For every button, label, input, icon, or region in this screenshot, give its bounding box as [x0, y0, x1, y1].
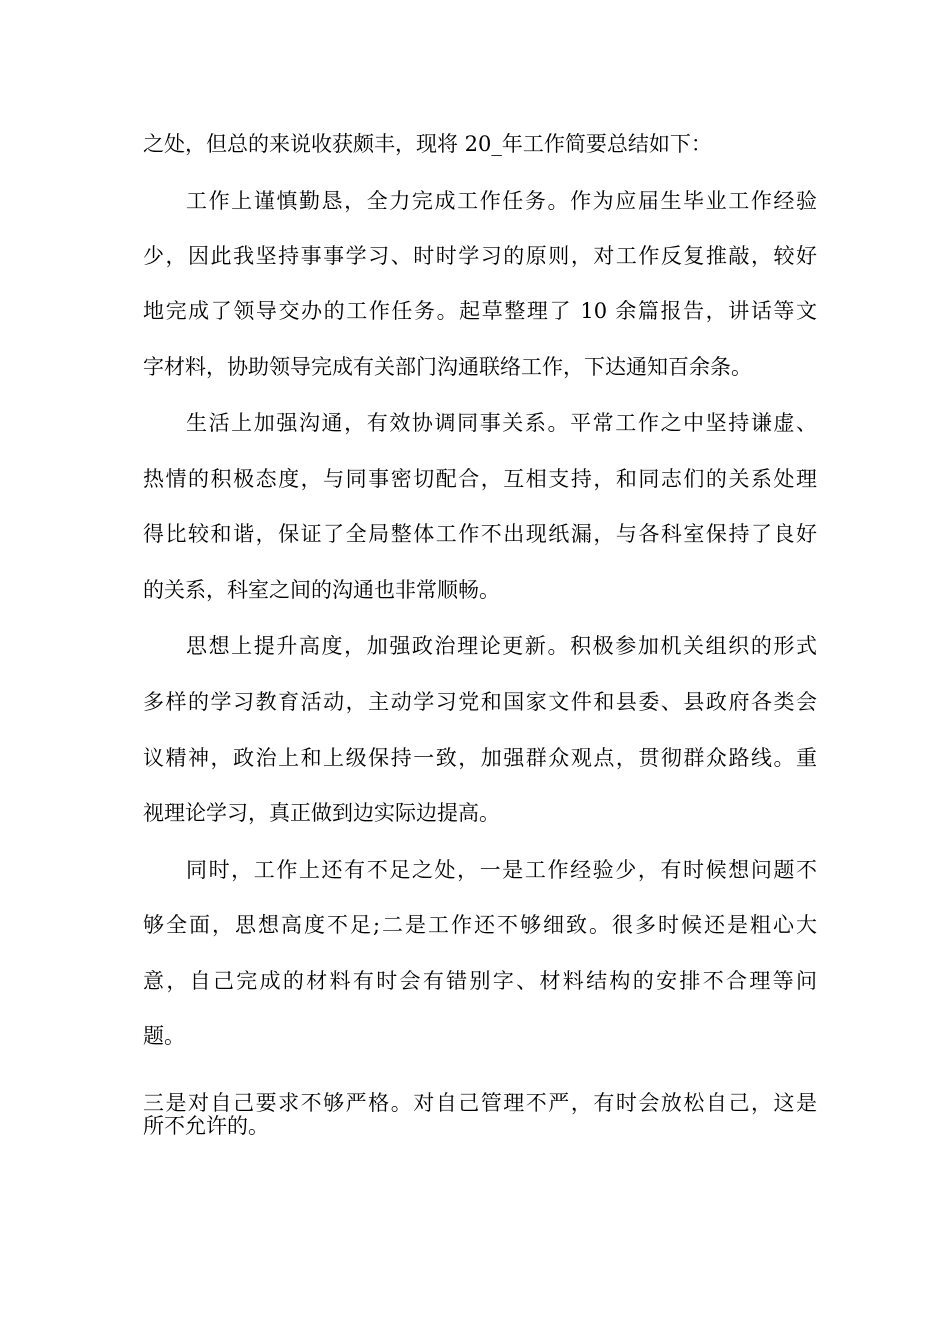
text-line: 少，因此我坚持事事学习、时时学习的原则，对工作反复推敲，较好	[143, 244, 817, 268]
text-line: 所不允许的。	[143, 1114, 269, 1138]
text-line: 之处，但总的来说收获颇丰，现将 20_年工作简要总结如下：	[143, 132, 712, 156]
text-line: 得比较和谐，保证了全局整体工作不出现纸漏，与各科室保持了良好	[143, 522, 817, 546]
text-line: 字材料，协助领导完成有关部门沟通联络工作，下达通知百余条。	[143, 355, 752, 379]
text-line: 题。	[143, 1024, 185, 1048]
text-line: 同时，工作上还有不足之处，一是工作经验少，有时候想问题不	[186, 858, 817, 882]
text-line: 议精神，政治上和上级保持一致，加强群众观点，贯彻群众路线。重	[143, 746, 817, 770]
text-line: 热情的积极态度，与同事密切配合，互相支持，和同志们的关系处理	[143, 467, 817, 491]
text-line: 的关系，科室之间的沟通也非常顺畅。	[143, 578, 500, 602]
text-line: 生活上加强沟通，有效协调同事关系。平常工作之中坚持谦虚、	[186, 411, 817, 435]
text-line: 够全面，思想高度不足;二是工作还不够细致。很多时候还是粗心大	[143, 913, 817, 937]
text-line: 意，自己完成的材料有时会有错别字、材料结构的安排不合理等问	[143, 969, 817, 993]
text-line: 多样的学习教育活动，主动学习党和国家文件和县委、县政府各类会	[143, 690, 817, 714]
text-line: 思想上提升高度，加强政治理论更新。积极参加机关组织的形式	[186, 634, 817, 658]
text-line: 工作上谨慎勤恳，全力完成工作任务。作为应届生毕业工作经验	[186, 189, 817, 213]
text-line: 三是对自己要求不够严格。对自己管理不严，有时会放松自己，这是	[143, 1091, 817, 1115]
text-line: 视理论学习，真正做到边实际边提高。	[143, 801, 500, 825]
text-line: 地完成了领导交办的工作任务。起草整理了 10 余篇报告，讲话等文	[143, 299, 817, 323]
